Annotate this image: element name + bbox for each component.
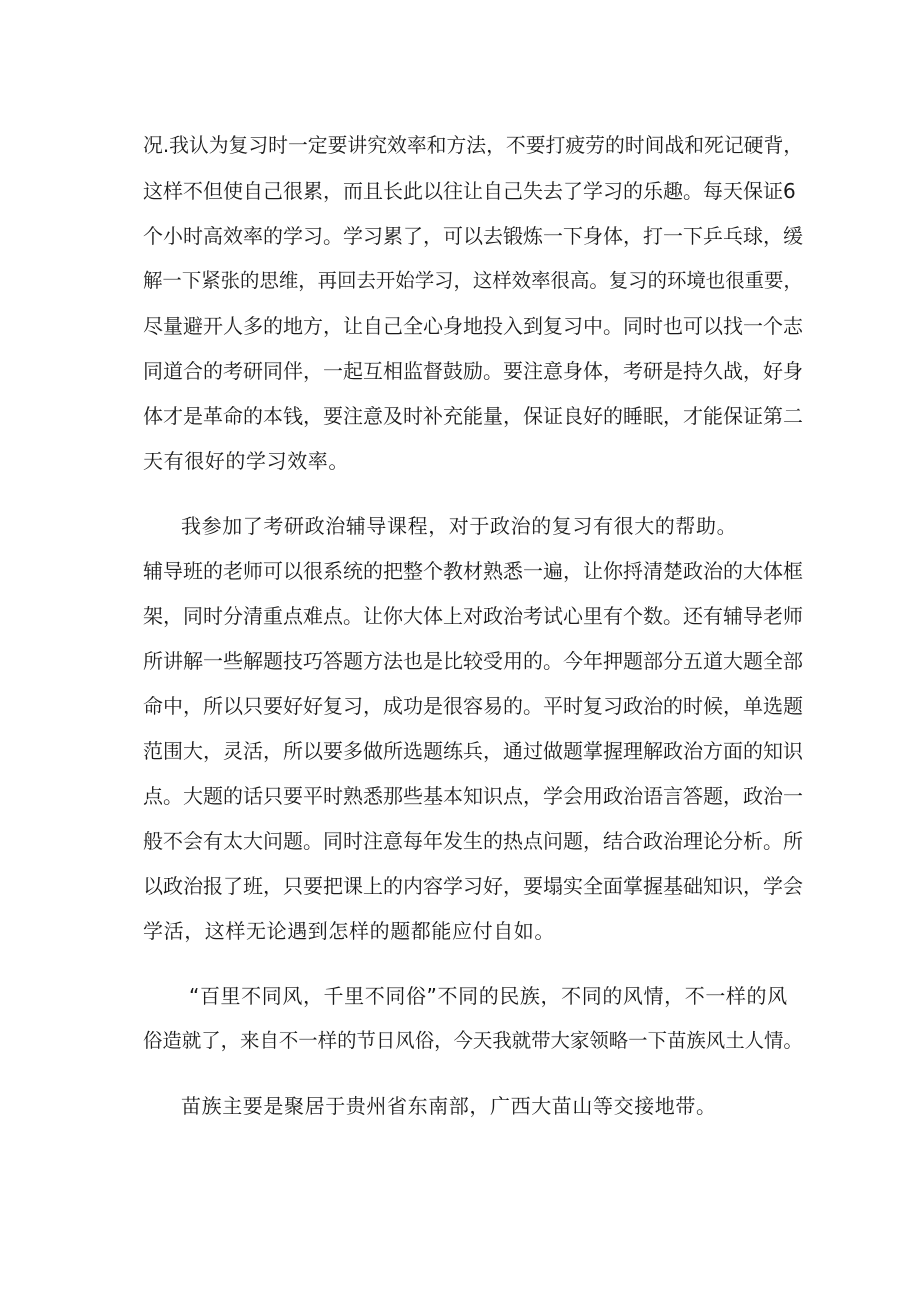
paragraph-2-line-1: 我参加了考研政治辅导课程，对于政治的复习有很大的帮助。 bbox=[181, 514, 738, 538]
paragraph-2-line-4: 所讲解一些解题技巧答题方法也是比较受用的。今年押题部分五道大题全部 bbox=[143, 649, 803, 673]
paragraph-2-line-2: 辅导班的老师可以很系统的把整个教材熟悉一遍，让你捋清楚政治的大体框 bbox=[143, 559, 803, 583]
paragraph-1-line-4: 解一下紧张的思维，再回去开始学习，这样效率很高。复习的环境也很重要， bbox=[143, 269, 803, 292]
paragraph-2-line-5: 命中，所以只要好好复习，成功是很容易的。平时复习政治的时候，单选题 bbox=[143, 694, 803, 718]
paragraph-1-line-6: 同道合的考研同伴，一起互相监督鼓励。要注意身体，考研是持久战，好身 bbox=[143, 359, 803, 383]
paragraph-1-line-7: 体才是革命的本钱，要注意及时补充能量，保证良好的睡眠，才能保证第二 bbox=[143, 404, 803, 428]
paragraph-3-line-2: 俗造就了，来自不一样的节日风俗，今天我就带大家领略一下苗族风土人情。 bbox=[143, 1029, 803, 1052]
paragraph-1-line-3: 个小时高效率的学习。学习累了，可以去锻炼一下身体，打一下乒乓球，缓 bbox=[143, 224, 803, 248]
paragraph-2-line-9: 以政治报了班，只要把课上的内容学习好，要塌实全面掌握基础知识，学会 bbox=[143, 874, 803, 898]
paragraph-3-line-1: “百里不同风，千里不同俗”不同的民族，不同的风情，不一样的风 bbox=[189, 984, 788, 1008]
paragraph-1-line-1: 况.我认为复习时一定要讲究效率和方法，不要打疲劳的时间战和死记硬背， bbox=[143, 134, 804, 157]
paragraph-2-line-7: 点。大题的话只要平时熟悉那些基本知识点，学会用政治语言答题，政治一 bbox=[143, 784, 803, 808]
paragraph-2-line-3: 架，同时分清重点难点。让你大体上对政治考试心里有个数。还有辅导老师 bbox=[143, 604, 803, 628]
paragraph-2-line-8: 般不会有太大问题。同时注意每年发生的热点问题，结合政治理论分析。所 bbox=[143, 829, 803, 853]
paragraph-1-line-2: 这样不但使自己很累，而且长此以往让自己失去了学习的乐趣。每天保证6 bbox=[143, 179, 796, 203]
paragraph-2-line-6: 范围大，灵活，所以要多做所选题练兵，通过做题掌握理解政治方面的知识 bbox=[143, 739, 803, 763]
paragraph-1-line-5: 尽量避开人多的地方，让自己全心身地投入到复习中。同时也可以找一个志 bbox=[143, 314, 803, 338]
paragraph-1-line-8: 天有很好的学习效率。 bbox=[143, 449, 349, 473]
paragraph-2-line-10: 学活，这样无论遇到怎样的题都能应付自如。 bbox=[143, 919, 555, 943]
paragraph-4-line-1: 苗族主要是聚居于贵州省东南部，广西大苗山等交接地带。 bbox=[181, 1094, 717, 1118]
